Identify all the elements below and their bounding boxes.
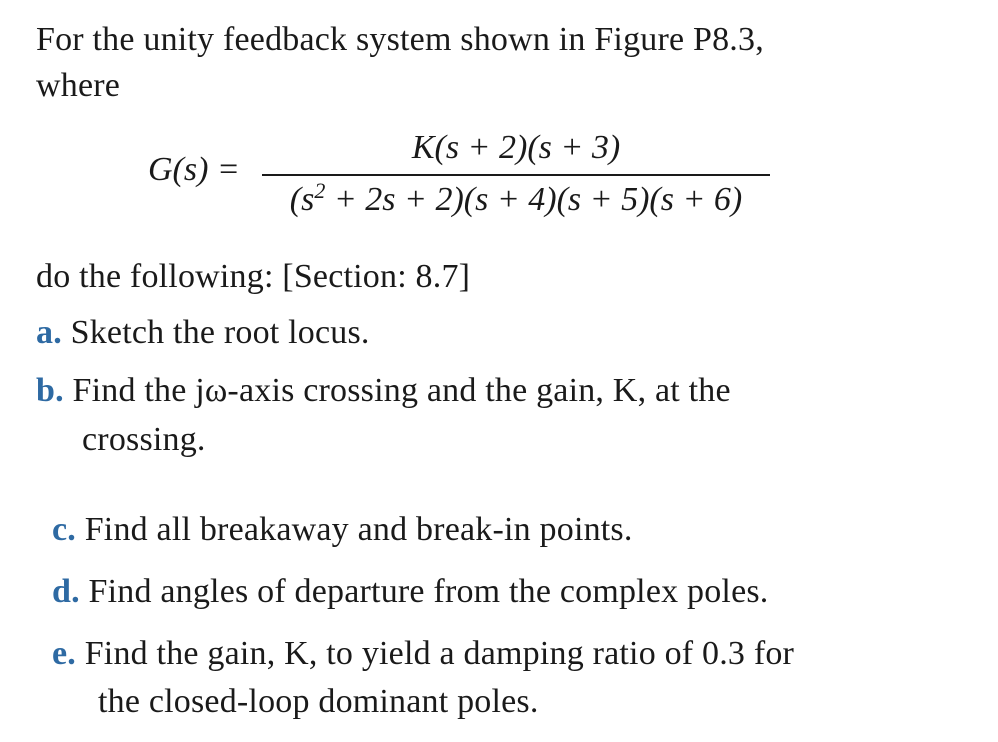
item-text-continuation: the closed-loop dominant poles.	[98, 683, 539, 720]
list-item	[52, 510, 633, 550]
denominator-exponent: 2	[314, 178, 326, 203]
item-text-continuation: crossing.	[82, 421, 206, 458]
intro-line-1: For the unity feedback system shown in Figure P8.3,	[36, 21, 764, 58]
item-text: Find the jω-axis crossing and the gain, K, at the	[72, 372, 731, 409]
list-item	[52, 572, 769, 612]
item-label: c.	[52, 511, 76, 548]
item-text: Sketch the root locus.	[70, 314, 370, 351]
equation-denominator	[262, 180, 770, 220]
equation-lhs: G(s) =	[148, 151, 240, 188]
item-label: b.	[36, 372, 64, 409]
instruction-text: do the following: [Section: 8.7]	[36, 258, 471, 295]
list-item	[36, 313, 370, 353]
item-text: Find angles of departure from the complex poles.	[88, 573, 769, 610]
item-label: d.	[52, 573, 80, 610]
list-item	[52, 634, 794, 674]
equation-numerator: K(s + 2)(s + 3)	[411, 129, 621, 166]
item-label: e.	[52, 635, 76, 672]
item-text: Find all breakaway and break-in points.	[84, 511, 633, 548]
intro-line-2: where	[36, 67, 121, 104]
list-item	[36, 371, 731, 411]
fraction-bar	[262, 174, 770, 176]
item-label: a.	[36, 314, 62, 351]
denominator-post: + 2s + 2)(s + 4)(s + 5)(s + 6)	[325, 181, 743, 218]
item-text: Find the gain, K, to yield a damping ratio of 0.3 for	[84, 635, 795, 672]
denominator-pre: (s	[289, 181, 315, 218]
